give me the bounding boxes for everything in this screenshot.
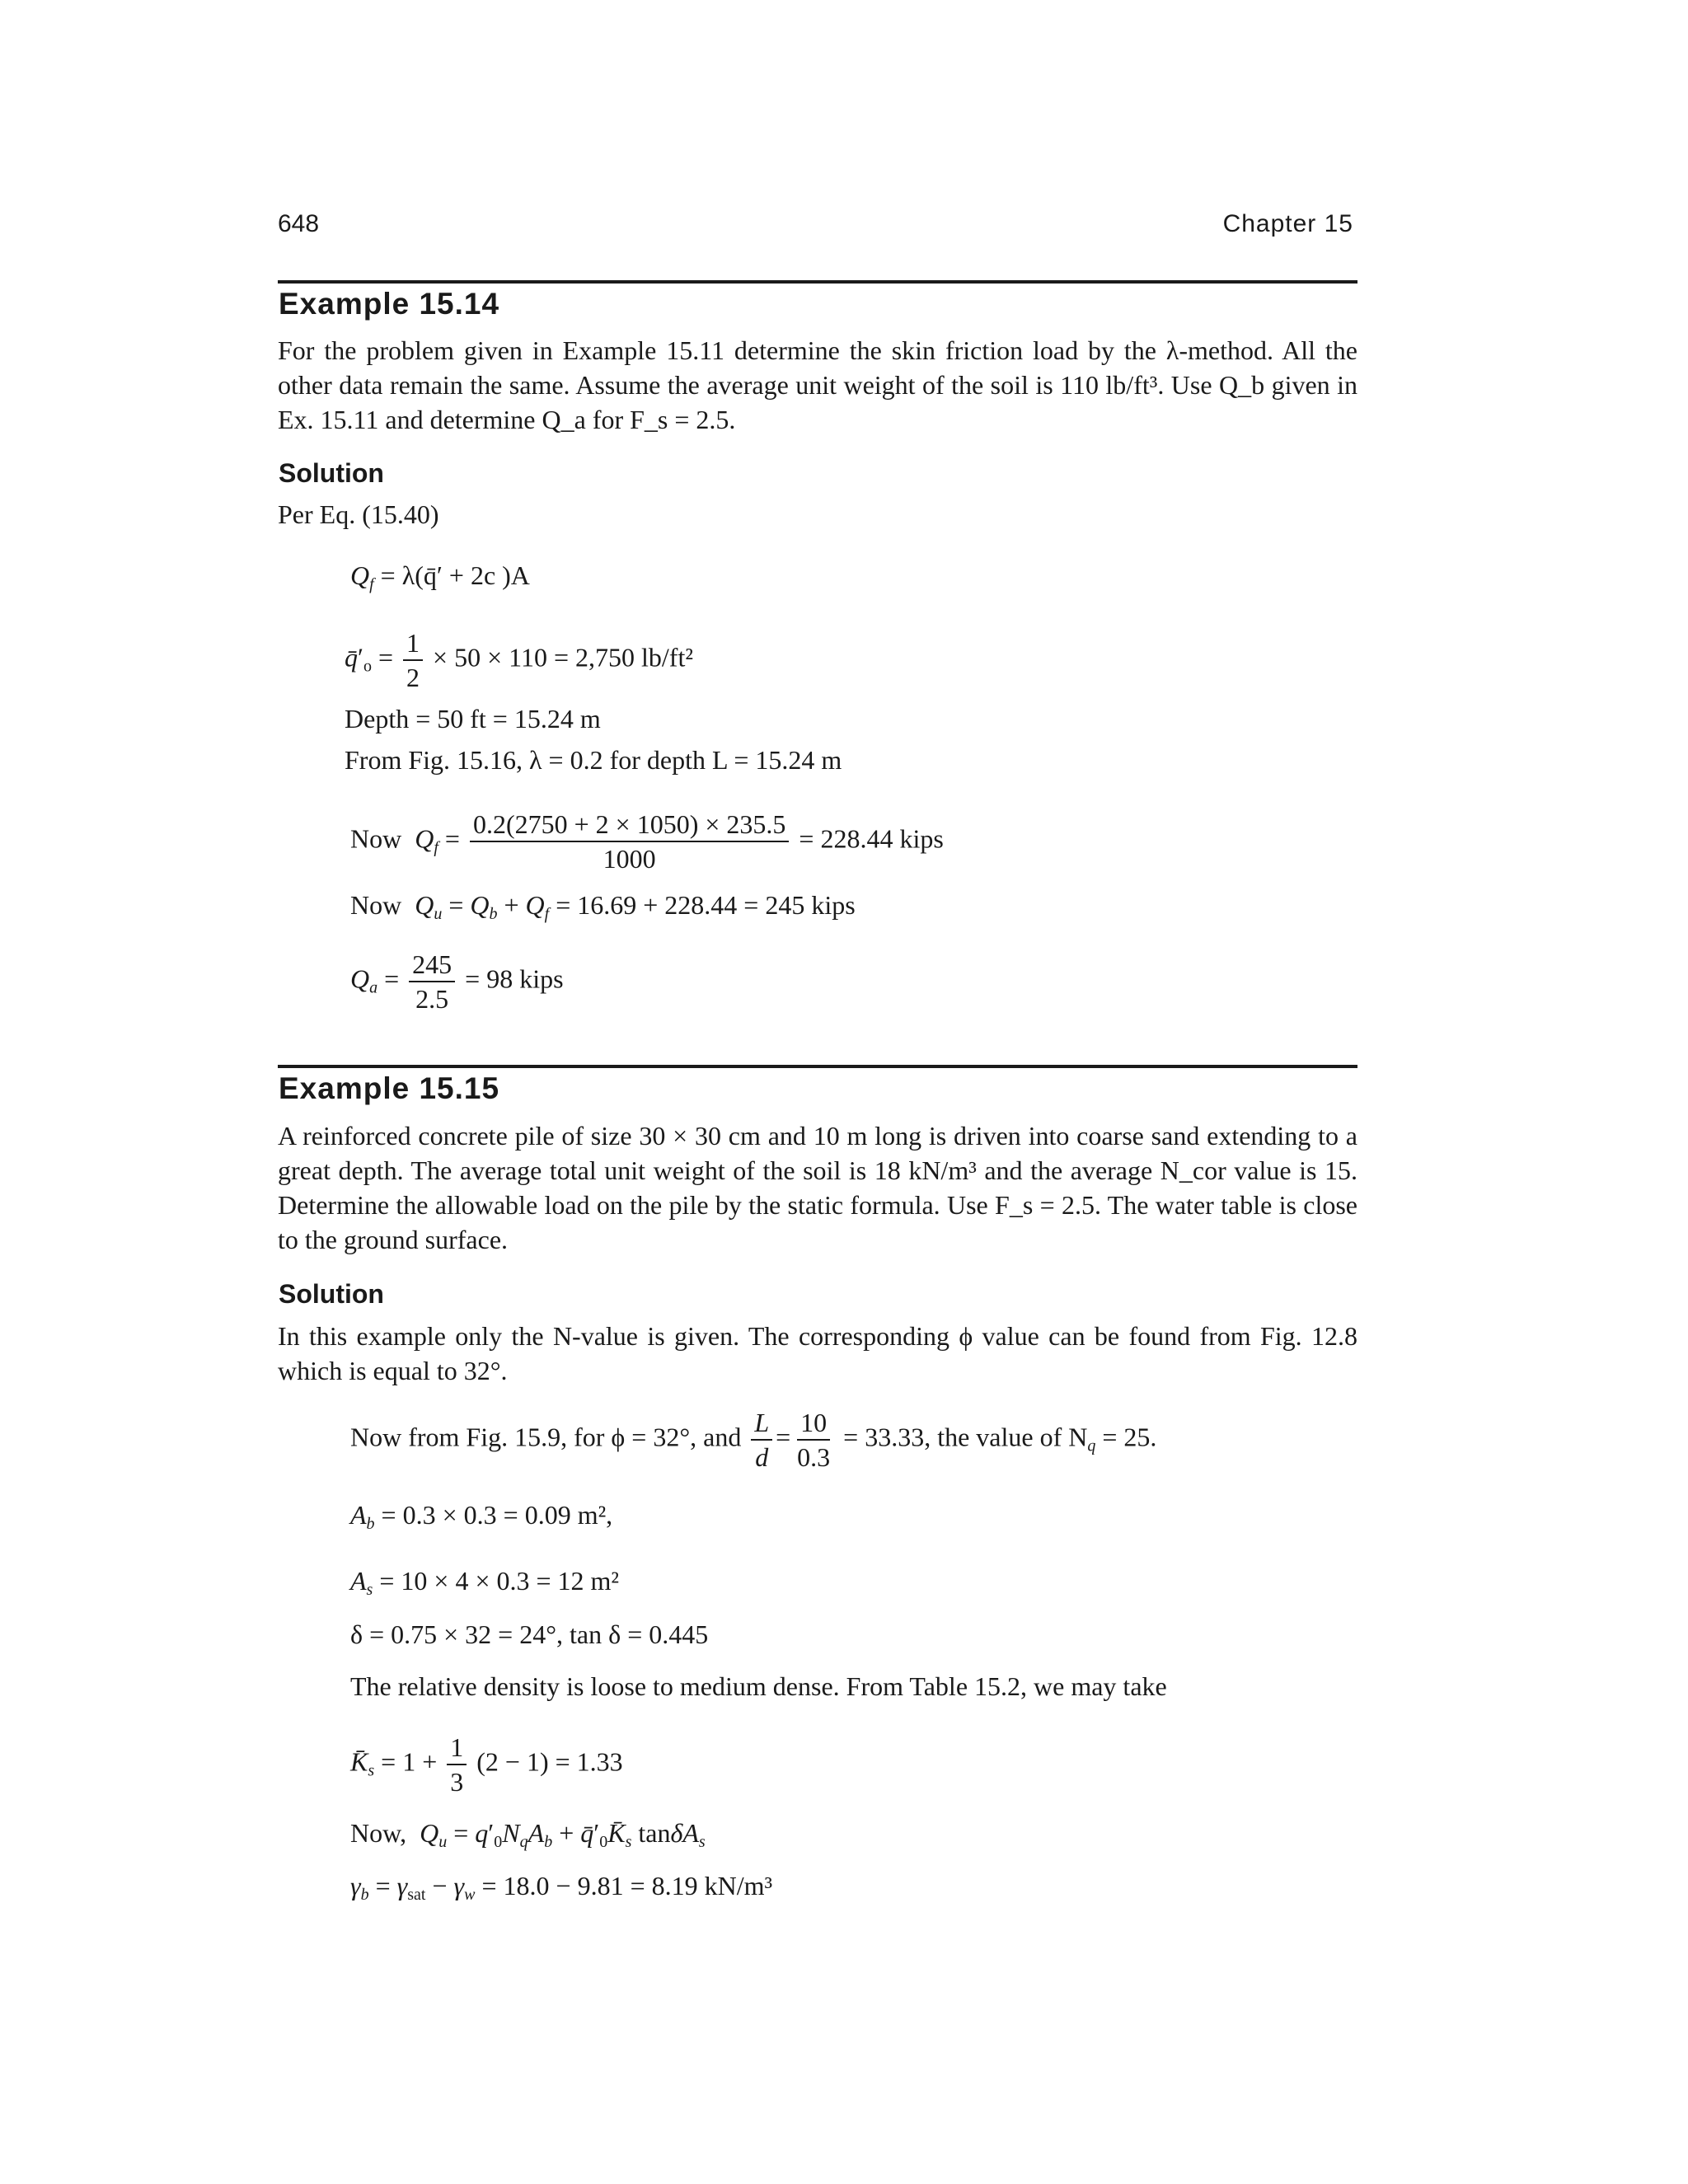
equation-nq: Now from Fig. 15.9, for ϕ = 32°, and $\frac{L}{d}$ = $\frac{10}{0.3}$ = 33.33, the value of $N_q = 25$. xyxy=(350,1408,1157,1472)
equation-ks: $K̄_s = 1$ + $\frac{1}{3}$ (2 − 1) = 1.33 xyxy=(350,1732,623,1797)
text-segment: Now from Fig. 15.9, for ϕ = 32°, and xyxy=(350,1422,742,1452)
equation-rhs: = 1 + xyxy=(381,1746,438,1777)
equation-gamma: $\gamma_b = \gamma_{sat} - \gamma_w = 18.0 - 9.81 = 8.19$ kN/m³ xyxy=(350,1871,773,1904)
fraction xyxy=(470,808,789,875)
fraction-denominator: 2.5 xyxy=(415,984,449,1014)
section-rule xyxy=(278,280,1357,284)
equation-tail: = 18.0 − 9.81 = 8.19 kN/m³ xyxy=(481,1871,773,1900)
fraction-denominator: 2 xyxy=(406,663,420,692)
fraction-numerator: 1 xyxy=(403,626,423,661)
intro-text: In this example only the N-value is given. The corresponding ϕ value can be found from Fig. 12.8 which is equal to 32°. xyxy=(278,1321,1357,1385)
chapter-label: Chapter 15 xyxy=(1222,210,1353,237)
equation-qf: Now $Q_f$ = $\frac{0.2(2750 + 2 \times 1050) \times 235.5}{1000}$ = 228.44 kips xyxy=(350,809,944,874)
example-title: Example 15.14 xyxy=(279,287,500,321)
equation-value: × 50 × 110 = 2,750 lb/ft² xyxy=(433,642,693,673)
solution-heading: Solution xyxy=(279,1279,384,1309)
solution-heading: Solution xyxy=(279,458,384,488)
equation-overburden: $q̄'_o$ = $\frac{1}{2}$ × 50 × 110 = 2,750 lb/ft² xyxy=(345,628,693,692)
equation-delta: δ = 0.75 × 32 = 24°, tan δ = 0.445 xyxy=(350,1619,709,1649)
equation-result: = 98 kips xyxy=(465,963,564,994)
equation-qu-sand: Now, $Q_u = q'_0N_qA_b$ + $q̄'_0K̄_s$ tanδA$_s$ xyxy=(350,1818,706,1851)
solution-intro xyxy=(278,1319,1357,1388)
equation-qa: $Q_a$ = $\frac{245}{2.5}$ = 98 kips xyxy=(350,949,564,1014)
fraction-numerator: 0.2(2750 + 2 × 1050) × 235.5 xyxy=(470,808,789,842)
problem-text: For the problem given in Example 15.11 determine the skin friction load by the λ-method. All the other data remain the same. Assume the average unit weight of the soil is 110 lb/ft³. Use Q_b given in Ex. 15.11 and determine Q_a for F_s = 2.5. xyxy=(278,335,1357,434)
text-segment: = 33.33, the value of N xyxy=(843,1422,1088,1452)
fraction xyxy=(409,948,455,1015)
equation-rhs: = 10 × 4 × 0.3 = 12 m² xyxy=(379,1566,620,1596)
now-label: Now xyxy=(350,823,402,854)
fraction xyxy=(751,1406,772,1474)
text-segment: = 25. xyxy=(1102,1422,1157,1452)
fraction xyxy=(403,626,423,694)
section-rule xyxy=(278,1065,1357,1068)
equation-ab: $A_b = 0.3 \times 0.3 = 0.09$ m², xyxy=(350,1500,613,1533)
fraction xyxy=(794,1406,833,1474)
equation-as: $A_s = 10 \times 4 \times 0.3 = 12$ m² xyxy=(350,1566,620,1599)
fraction-numerator: L xyxy=(751,1406,772,1441)
fraction xyxy=(447,1731,467,1798)
equation-skin-friction: $Q_f$ = λ(q̄′ + 2c )A xyxy=(350,560,530,593)
lambda-line: From Fig. 15.16, λ = 0.2 for depth L = 15.24 m xyxy=(345,745,842,775)
page-number: 648 xyxy=(278,210,320,237)
equation-rhs: = 0.3 × 0.3 = 0.09 m², xyxy=(381,1500,613,1530)
equation-tail: (2 − 1) = 1.33 xyxy=(476,1746,623,1777)
problem-text: A reinforced concrete pile of size 30 × 30 cm and 10 m long is driven into coarse sand extending to a great depth. The average total unit weight of the soil is 18 kN/m³ and the average N_cor value is 15. Determine the allowable load on the pile by the static formula. Use F_s = 2.5. The water table is close to the ground surface. xyxy=(278,1121,1357,1254)
fraction-denominator: 1000 xyxy=(603,844,656,874)
fraction-numerator: 10 xyxy=(797,1406,830,1441)
density-line: The relative density is loose to medium dense. From Table 15.2, we may take xyxy=(350,1671,1167,1701)
fraction-denominator: d xyxy=(755,1442,769,1472)
equation-qu: Now $Q_u = Q_b + Q_f = 16.69 + 228.44 = 245$ kips xyxy=(350,890,856,923)
equation-tail: = 16.69 + 228.44 = 245 kips xyxy=(556,890,856,920)
problem-statement xyxy=(278,1118,1357,1257)
fraction-denominator: 3 xyxy=(450,1767,464,1797)
problem-statement xyxy=(278,333,1357,437)
fraction-denominator: 0.3 xyxy=(797,1442,831,1472)
fraction-numerator: 1 xyxy=(447,1731,467,1765)
now-label: Now, xyxy=(350,1818,407,1848)
depth-line: Depth = 50 ft = 15.24 m xyxy=(345,704,601,733)
equation-result: = 228.44 kips xyxy=(799,823,944,854)
now-label: Now xyxy=(350,890,402,920)
equation-rhs: = λ(q̄′ + 2c )A xyxy=(380,560,530,590)
equation-reference: Per Eq. (15.40) xyxy=(278,499,439,529)
example-title: Example 15.15 xyxy=(279,1071,500,1105)
fraction-numerator: 245 xyxy=(409,948,455,982)
